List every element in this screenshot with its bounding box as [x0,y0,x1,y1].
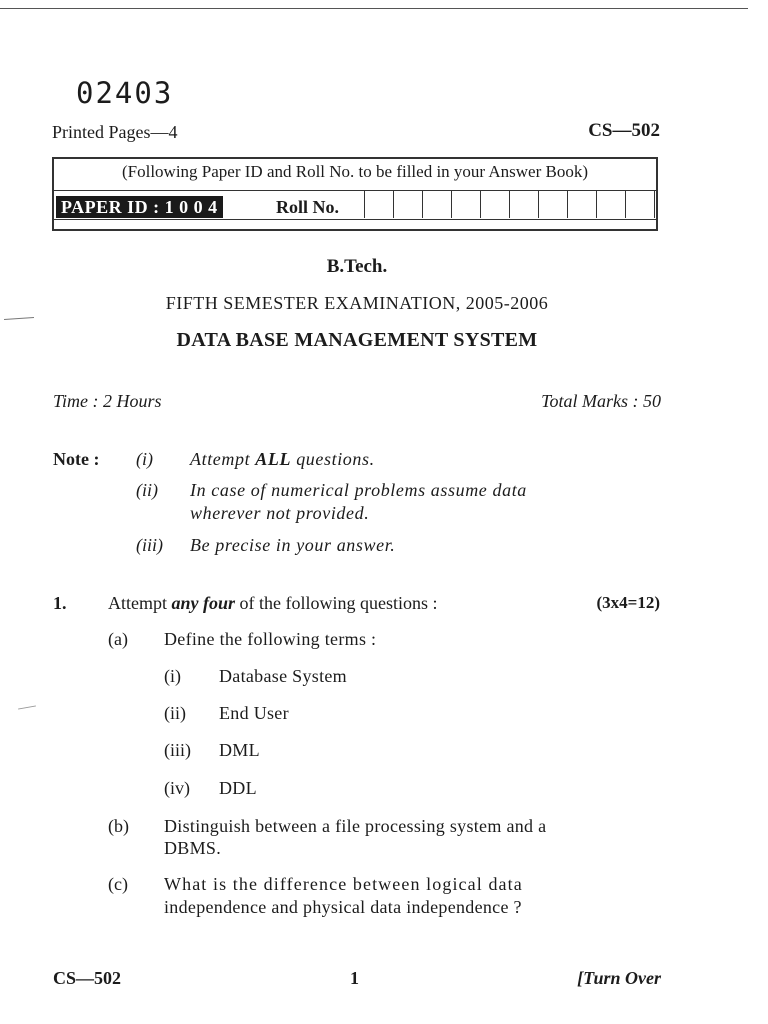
roll-number-box[interactable] [451,191,480,218]
roll-number-box[interactable] [538,191,567,218]
roll-number-box[interactable] [509,191,538,218]
time-allowed: Time : 2 Hours [53,391,162,411]
note-text: In case of numerical problems assume data [190,480,527,500]
roll-number-box[interactable] [422,191,451,218]
subquestion-text: Define the following terms : [164,629,377,649]
footer-course-code: CS—502 [53,968,122,988]
subquestion-label: (a) [108,629,128,649]
roll-number-box[interactable] [596,191,625,218]
term-text: DML [219,740,260,760]
note-text: Attempt ALL questions. [190,449,375,469]
subquestion-label: (b) [108,816,129,836]
scan-margin-mark [18,705,36,709]
printed-pages: Printed Pages—4 [52,122,178,142]
note-label: Note : [53,449,100,469]
divider [54,219,656,220]
serial-number: 02403 [76,76,174,110]
term-number: (iv) [164,778,190,798]
question-marks: (3x4=12) [596,593,660,612]
roll-number-box[interactable] [393,191,422,218]
subquestion-text: Distinguish between a file processing system and a [164,816,547,836]
note-number: (i) [136,449,153,469]
scan-margin-mark [4,317,34,320]
term-text: Database System [219,666,347,686]
turn-over: [Turn Over [577,968,661,988]
note-number: (ii) [136,480,158,500]
question-text: Attempt any four of the following questions : [108,593,438,613]
paper-id-box [52,157,658,231]
subject-title: DATA BASE MANAGEMENT SYSTEM [176,329,538,351]
course-code: CS—502 [588,120,660,141]
subquestion-label: (c) [108,874,128,894]
subquestion-text: independence and physical data independence ? [164,897,522,917]
roll-number-box[interactable] [625,191,654,218]
roll-number-box[interactable] [480,191,509,218]
roll-number-label: Roll No. [276,197,339,217]
term-text: End User [219,703,289,723]
page-number: 1 [350,968,359,988]
degree-title: B.Tech. [326,256,388,277]
subquestion-text: What is the difference between logical data [164,874,523,894]
note-text: Be precise in your answer. [190,535,396,555]
total-marks: Total Marks : 50 [541,391,661,411]
note-number: (iii) [136,535,163,555]
question-number: 1. [53,593,67,613]
roll-number-box[interactable] [654,191,683,218]
term-number: (ii) [164,703,186,723]
note-text: wherever not provided. [190,503,370,523]
scan-top-border [0,8,748,9]
term-number: (i) [164,666,181,686]
roll-number-box[interactable] [567,191,596,218]
term-number: (iii) [164,740,191,760]
exam-title: FIFTH SEMESTER EXAMINATION, 2005-2006 [165,293,549,313]
paper-id: PAPER ID : 1 0 0 4 [56,196,223,218]
id-box-instruction: (Following Paper ID and Roll No. to be filled in your Answer Book) [121,162,589,181]
roll-number-box[interactable] [364,191,393,218]
subquestion-text: DBMS. [164,838,222,858]
roll-number-boxes [364,191,683,218]
term-text: DDL [219,778,257,798]
